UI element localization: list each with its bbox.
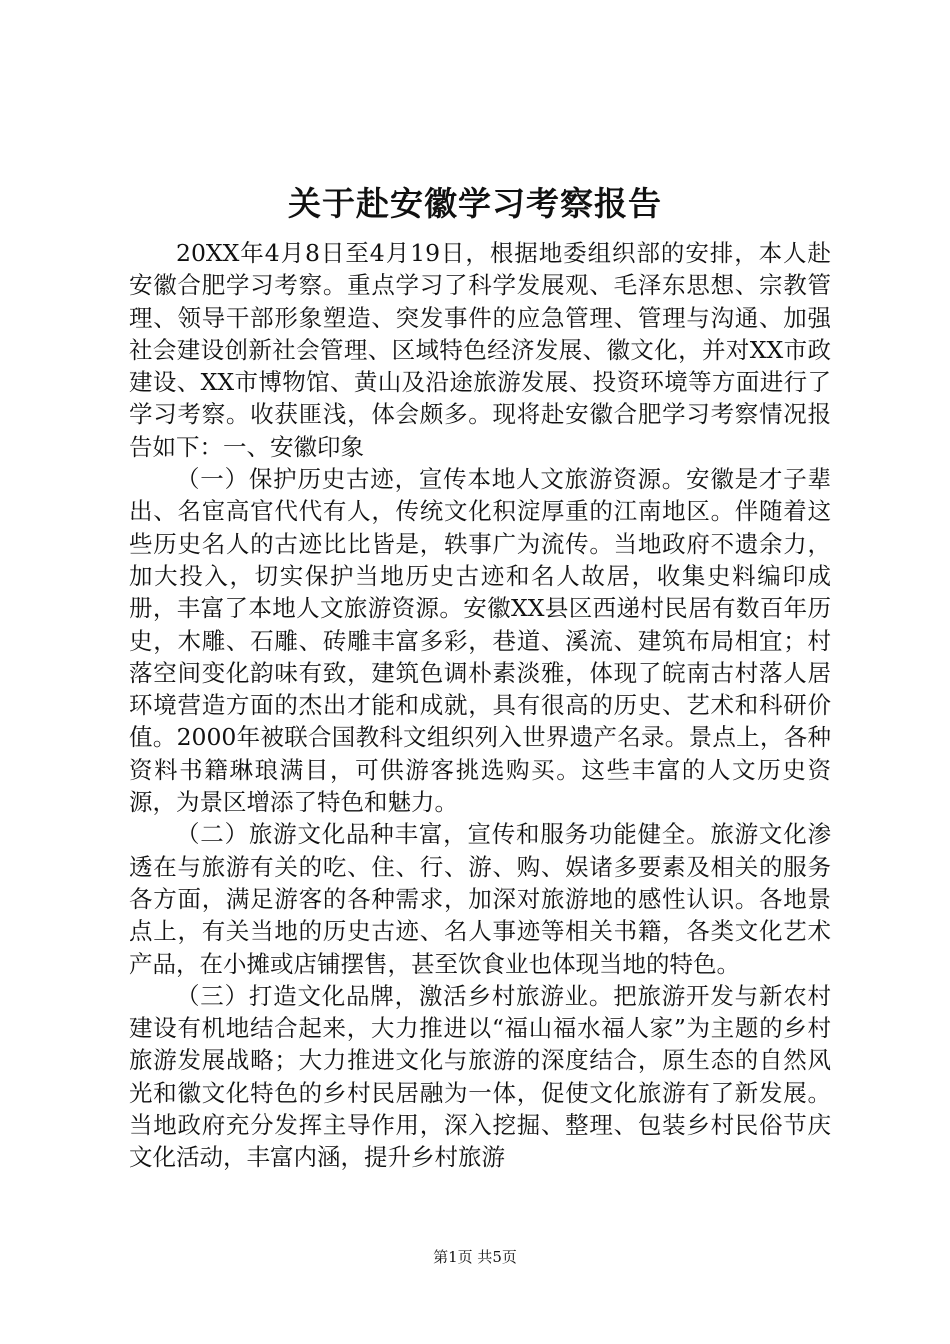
paragraph-section-2: （二）旅游文化品种丰富，宣传和服务功能健全。旅游文化渗透在与旅游有关的吃、住、行、游、购、娱诸多要素及相关的服务各方面，满足游客的各种需求，加深对旅游地的感性认识。各地景点上，有关当地的历史古迹、名人事迹等相关书籍，各类文化艺术产品，在小摊或店铺摆售，甚至饮食业也体现当地的特色。 xyxy=(129,820,831,978)
paragraph-intro: 20XX年4月8日至4月19日，根据地委组织部的安排，本人赴安徽合肥学习考察。重点学习了科学发展观、毛泽东思想、宗教管理、领导干部形象塑造、突发事件的应急管理、管理与沟通、加强社会建设创新社会管理、区域特色经济发展、徽文化，并对XX市政建设、XX市博物馆、黄山及沿途旅游发展、投资环境等方面进行了学习考察。收获匪浅，体会颇多。现将赴安徽合肥学习考察情况报告如下：一、安徽印象 xyxy=(129,239,831,461)
document-body xyxy=(129,237,831,1174)
document-title: 关于赴安徽学习考察报告 xyxy=(288,184,662,223)
page-number-footer: 第1页 共5页 xyxy=(433,1248,517,1266)
paragraph-section-3: （三）打造文化品牌，激活乡村旅游业。把旅游开发与新农村建设有机地结合起来，大力推进以“福山福水福人家”为主题的乡村旅游发展战略；大力推进文化与旅游的深度结合，原生态的自然风光和徽文化特色的乡村民居融为一体，促使文化旅游有了新发展。当地政府充分发挥主导作用，深入挖掘、整理、包装乡村民俗节庆文化活动，丰富内涵，提升乡村旅游 xyxy=(129,981,831,1172)
paragraph-section-1: （一）保护历史古迹，宣传本地人文旅游资源。安徽是才子辈出、名宦高官代代有人，传统文化积淀厚重的江南地区。伴随着这些历史名人的古迹比比皆是，轶事广为流传。当地政府不遗余力，加大投入，切实保护当地历史古迹和名人故居，收集史料编印成册，丰富了本地人文旅游资源。安徽XX县区西递村民居有数百年历史，木雕、石雕、砖雕丰富多彩，巷道、溪流、建筑布局相宜；村落空间变化韵味有致，建筑色调朴素淡雅，体现了皖南古村落人居环境营造方面的杰出才能和成就，具有很高的历史、艺术和科研价值。2000年被联合国教科文组织列入世界遗产名录。景点上，各种资料书籍琳琅满目，可供游客挑选购买。这些丰富的人文历史资源，为景区增添了特色和魅力。 xyxy=(129,465,831,817)
